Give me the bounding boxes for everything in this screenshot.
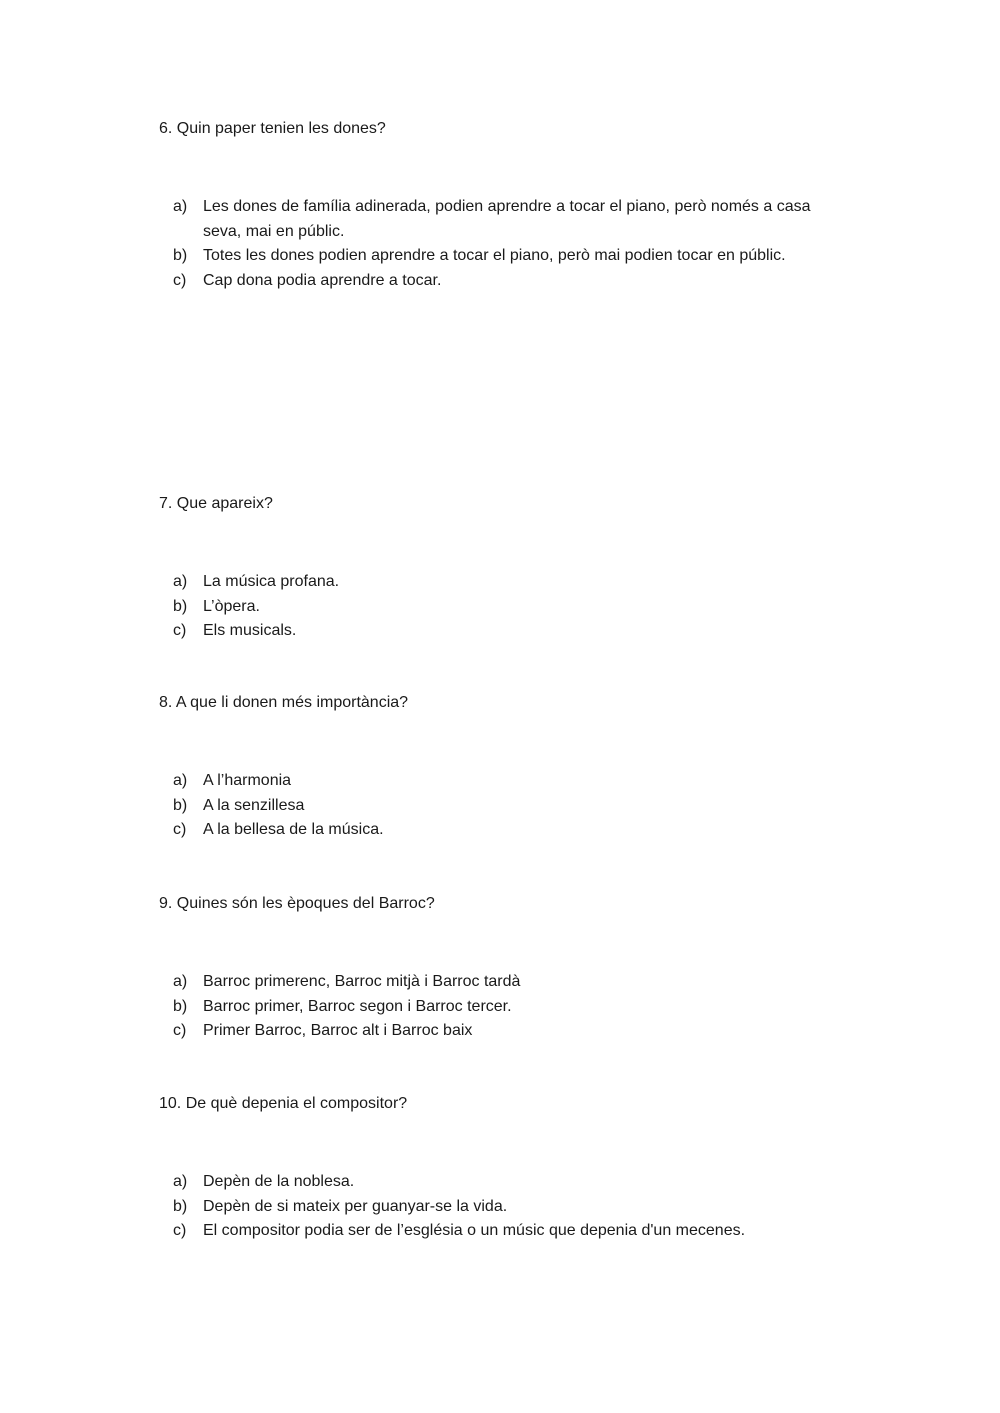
question-10 (159, 1094, 859, 1244)
answer-option-a[interactable] (159, 970, 853, 995)
option-text: El compositor podia ser de l’església o un músic que depenia d'un mecenes. (203, 1222, 746, 1239)
question-title: 6. Quin paper tenien les dones? (159, 120, 386, 137)
answer-option-a[interactable] (159, 195, 853, 244)
question-7 (159, 494, 859, 644)
answer-option-b[interactable] (159, 794, 853, 819)
answer-option-c[interactable] (159, 1219, 853, 1244)
option-text: Les dones de família adinerada, podien aprendre a tocar el piano, però només a casa seva, mai en públic. (203, 198, 811, 240)
answer-option-b[interactable] (159, 595, 853, 620)
option-text: Totes les dones podien aprendre a tocar el piano, però mai podien tocar en públic. (203, 247, 786, 264)
answer-option-b[interactable] (159, 995, 853, 1020)
option-letter: a) (173, 1173, 188, 1190)
answer-list (159, 970, 859, 1044)
answer-option-c[interactable] (159, 619, 853, 644)
question-title: 7. Que apareix? (159, 495, 273, 512)
option-text: L’òpera. (203, 597, 260, 615)
option-text: Barroc primerenc, Barroc mitjà i Barroc tardà (203, 973, 521, 990)
option-letter: b) (173, 1197, 188, 1215)
option-letter: a) (173, 973, 188, 990)
option-letter: a) (173, 772, 188, 789)
option-text: Primer Barroc, Barroc alt i Barroc baix (203, 1022, 473, 1039)
answer-list (159, 570, 859, 644)
question-8 (159, 693, 859, 843)
question-6 (159, 119, 859, 293)
answer-option-a[interactable] (159, 570, 853, 595)
option-text: La música profana. (203, 573, 340, 590)
question-title: 9. Quines són les èpoques del Barroc? (159, 895, 435, 912)
option-letter: b) (173, 796, 188, 814)
option-letter: c) (173, 1222, 187, 1239)
option-text: A la senzillesa (203, 796, 305, 814)
option-letter: c) (173, 821, 187, 838)
answer-list (159, 1170, 859, 1244)
answer-option-b[interactable] (159, 1195, 853, 1220)
question-9 (159, 894, 859, 1044)
option-letter: b) (173, 247, 188, 264)
option-letter: a) (173, 198, 188, 215)
answer-option-a[interactable] (159, 1170, 853, 1195)
option-letter: c) (173, 1022, 187, 1039)
option-letter: c) (173, 271, 187, 289)
option-text: A la bellesa de la música. (203, 821, 384, 838)
option-text: Cap dona podia aprendre a tocar. (203, 271, 442, 289)
answer-option-c[interactable] (159, 818, 853, 843)
answer-option-c[interactable] (159, 1019, 853, 1044)
option-text: Depèn de la noblesa. (203, 1173, 355, 1190)
answer-option-c[interactable] (159, 269, 853, 294)
option-text: Els musicals. (203, 622, 297, 639)
option-letter: a) (173, 573, 188, 590)
option-letter: c) (173, 622, 187, 639)
option-text: Depèn de si mateix per guanyar-se la vida. (203, 1197, 508, 1215)
answer-option-a[interactable] (159, 769, 853, 794)
option-text: Barroc primer, Barroc segon i Barroc tercer. (203, 997, 512, 1015)
option-letter: b) (173, 997, 188, 1015)
answer-option-b[interactable] (159, 244, 853, 269)
option-text: A l’harmonia (203, 772, 292, 789)
option-letter: b) (173, 597, 188, 615)
question-title: 8. A que li donen més importància? (159, 694, 409, 711)
answer-list (159, 769, 859, 843)
question-title: 10. De què depenia el compositor? (159, 1095, 408, 1112)
answer-list (159, 195, 859, 293)
